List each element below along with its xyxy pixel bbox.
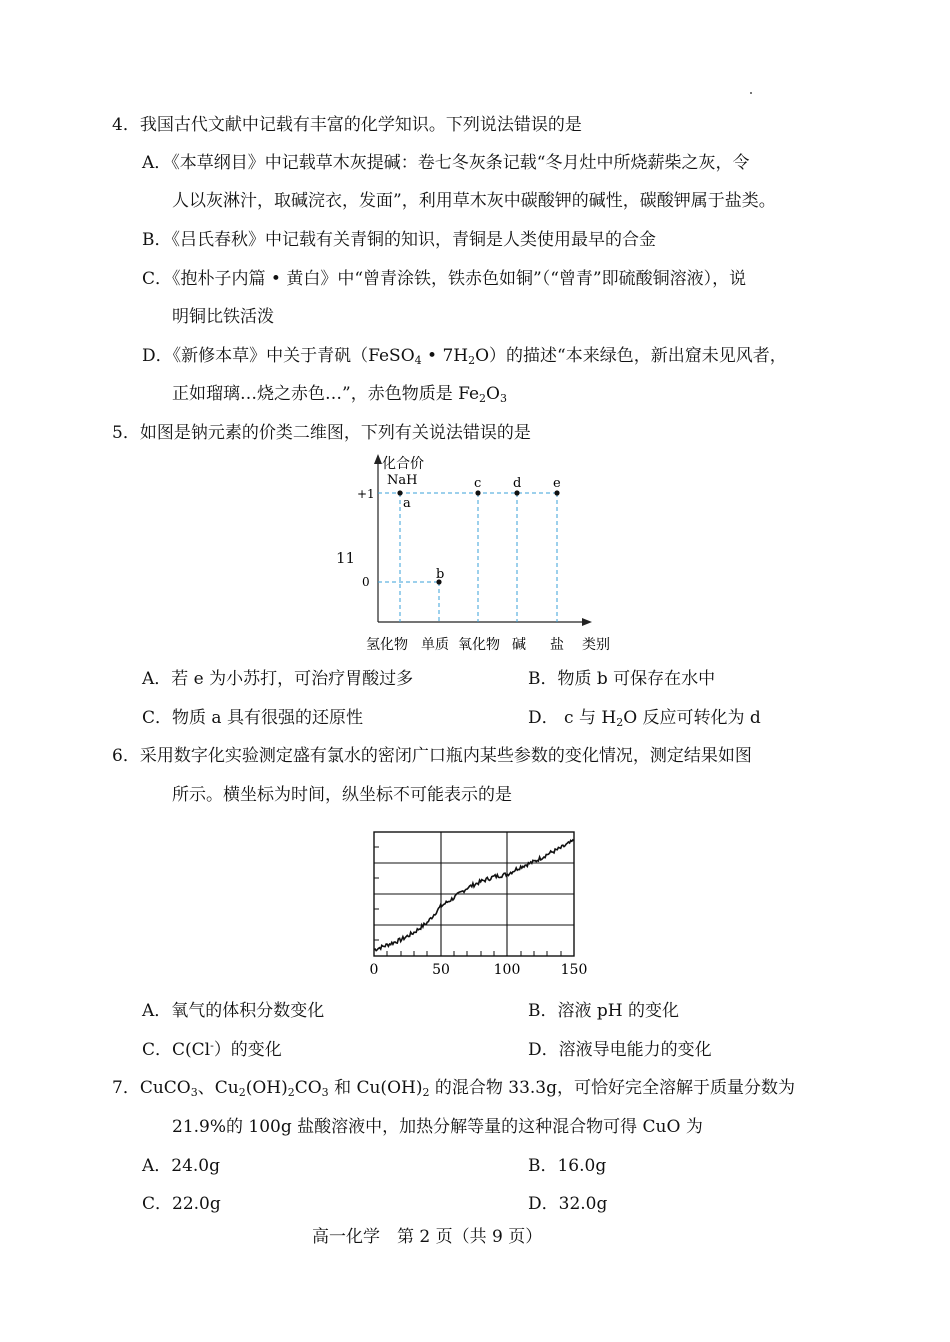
q6-series-line xyxy=(374,840,574,951)
q6-stem-line1: 6．采用数字化实验测定盛有氯水的密闭广口瓶内某些参数的变化情况，测定结果如图 xyxy=(112,746,752,766)
q4-option-c-line2: 明铜比铁活泼 xyxy=(172,307,274,327)
y-axis-arrow xyxy=(374,454,382,464)
q4-option-a-line2: 人以灰淋汁，取碱浣衣，发面”，利用草木灰中碳酸钾的碱性，碳酸钾属于盐类。 xyxy=(172,191,776,211)
q6-option-b: B．溶液 pH 的变化 xyxy=(528,1001,680,1021)
q7-option-a: A．24.0g xyxy=(142,1156,221,1176)
x-cat-base: 碱 xyxy=(512,637,526,653)
scan-dot xyxy=(750,92,752,94)
q7-option-c: C．22.0g xyxy=(142,1194,221,1214)
x-tick-0: 0 xyxy=(369,962,379,978)
q4-option-d-line1: D．《新修本草》中关于青矾（FeSO$_4$ • $7H_2O$）的描述“本来绿色，新出窟未见风者， xyxy=(142,346,787,367)
q5-option-a: A．若 e 为小苏打，可治疗胃酸过多 xyxy=(142,669,414,689)
q5-side-number: 11 xyxy=(336,549,356,567)
label-nah: NaH xyxy=(387,473,418,488)
point-d xyxy=(514,490,519,495)
q4-stem: 4．我国古代文献中记载有丰富的化学知识。下列说法错误的是 xyxy=(112,115,582,135)
point-a xyxy=(397,490,402,495)
page-footer: 高一化学 第 2 页（共 9 页） xyxy=(312,1227,543,1247)
q7-stem-line1: 7．CuCO$_3$、$Cu_2(OH)_2CO_3$ 和 $Cu(OH)_2$ 的混合物 33.3g，可恰好完全溶解于质量分数为 xyxy=(112,1078,796,1099)
x-cat-oxide: 氧化物 xyxy=(458,637,500,653)
q6-stem-line2: 所示。横坐标为时间，纵坐标不可能表示的是 xyxy=(172,785,512,805)
y-tick-0: 0 xyxy=(362,575,370,589)
x-axis-label: 类别 xyxy=(582,637,610,653)
q6-option-d: D．溶液导电能力的变化 xyxy=(528,1040,712,1060)
x-tick-100: 100 xyxy=(493,962,521,978)
q5-option-c: C．物质 a 具有很强的还原性 xyxy=(142,708,363,728)
q7-stem-line2: 21.9%的 100g 盐酸溶液中，加热分解等量的这种混合物可得 CuO 为 xyxy=(172,1117,703,1137)
q4-option-b: B．《吕氏春秋》中记载有关青铜的知识，青铜是人类使用最早的合金 xyxy=(142,230,656,250)
x-tick-50: 50 xyxy=(432,962,450,978)
label-d: d xyxy=(513,476,522,491)
x-axis-arrow xyxy=(582,618,592,626)
q7-option-d: D．32.0g xyxy=(528,1194,608,1214)
q4-option-a-line1: A．《本草纲目》中记载草木灰提碱：卷七冬灰条记载“冬月灶中所烧薪柴之灰，令 xyxy=(142,153,750,173)
label-a: a xyxy=(403,496,411,511)
q7-option-b: B．16.0g xyxy=(528,1156,607,1176)
q6-option-a: A．氧气的体积分数变化 xyxy=(142,1001,325,1021)
y-axis-label: 化合价 xyxy=(382,456,424,472)
x-tick-150: 150 xyxy=(560,962,588,978)
valence-class-diagram xyxy=(340,450,630,660)
point-e xyxy=(554,490,559,495)
x-cat-element: 单质 xyxy=(421,637,449,653)
q5-option-d: D． c 与 $H_2O$ 反应可转化为 d xyxy=(528,708,761,729)
label-c: c xyxy=(474,476,482,491)
q6-option-c: C．C(Cl-）的变化 xyxy=(142,1039,282,1060)
y-tick-plus1: +1 xyxy=(357,487,375,501)
x-cat-hydride: 氢化物 xyxy=(366,637,408,653)
label-b: b xyxy=(436,567,445,582)
q5-stem: 5．如图是钠元素的价类二维图，下列有关说法错误的是 xyxy=(112,423,531,443)
q4-option-d-line2: 正如瑠璃…烧之赤色…”，赤色物质是 $Fe_2O_3$ xyxy=(172,384,507,405)
q4-option-c-line1: C．《抱朴子内篇 • 黄白》中“曾青涂铁，铁赤色如铜”（“曾青”即硫酸铜溶液），说 xyxy=(142,269,747,289)
point-c xyxy=(475,490,480,495)
q5-option-b: B．物质 b 可保存在水中 xyxy=(528,669,716,689)
x-cat-salt: 盐 xyxy=(550,637,564,653)
label-e: e xyxy=(553,476,561,491)
q6-line-chart xyxy=(360,826,600,982)
